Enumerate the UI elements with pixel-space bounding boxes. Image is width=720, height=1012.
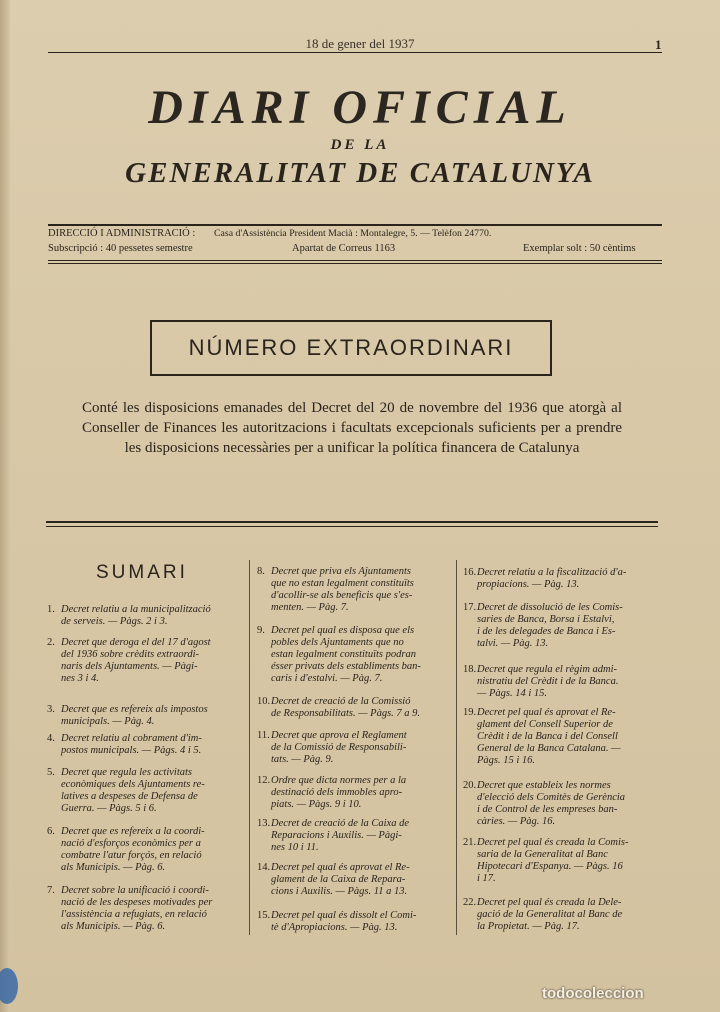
admin-top-rule <box>48 224 662 226</box>
sumari-entry-number: 8. <box>257 566 265 577</box>
sumari-entry-line: Decret que deroga el del 17 d'agost <box>61 637 211 648</box>
sumari-entry-line: tè d'Apropiacions. — Pàg. 13. <box>271 922 398 933</box>
sumari-entry-line: Decret relatiu al cobrament d'im- <box>61 733 202 744</box>
sumari-entry-line: estan legalment constituïts podran <box>271 649 416 660</box>
sumari-entry-line: naris dels Ajuntaments. — Pàgi- <box>61 661 198 672</box>
sumari-entry-line: nistratiu del Crèdit i de la Banca. <box>477 676 619 687</box>
admin-adreca: Casa d'Assistència President Macià : Montalegre, 5. — Telèfon 24770. <box>214 228 492 239</box>
sumari-entry-line: Crèdit i de la Banca i del Consell <box>477 731 618 742</box>
sumari-entry-line: de Responsabilitats. — Pàgs. 7 a 9. <box>271 708 421 719</box>
sumari-entry-number: 13. <box>257 818 271 829</box>
sumari-entry-line: càries. — Pàg. 16. <box>477 816 556 827</box>
sumari-entry-number: 3. <box>47 704 55 715</box>
admin-exemplar: Exemplar solt : 50 cèntims <box>523 243 636 254</box>
sumari-entry-line: propiacions. — Pàg. 13. <box>477 579 580 590</box>
sumari-entry-line: Ordre que dicta normes per a la <box>271 775 407 786</box>
sumari-entry-line: d'acollir-se als beneficis que s'es- <box>271 590 413 601</box>
sumari-entry-line: ésser privats dels establiments ban- <box>271 661 421 672</box>
admin-direccio: DIRECCIÓ I ADMINISTRACIÓ : <box>48 228 196 239</box>
sumari-entry-number: 11. <box>257 730 270 741</box>
sumari-entry-number: 16. <box>463 567 477 578</box>
sumari-entry-line: Decret pel qual es disposa que els <box>271 625 415 636</box>
sumari-entry-line: — Pàgs. 14 i 15. <box>477 688 548 699</box>
sumari-entry-line: Decret de creació de la Comissió <box>271 696 411 707</box>
sumari-entry-line: de serveis. — Pàgs. 2 i 3. <box>61 616 168 627</box>
sumari-entry-line: postos municipals. — Pàgs. 4 i 5. <box>61 745 202 756</box>
column-separator-1 <box>249 560 250 935</box>
sumari-entry-line: als Municipis. — Pàg. 6. <box>61 862 166 873</box>
sumari-entry-line: als Municipis. — Pàg. 6. <box>61 921 166 932</box>
sumari-entry-number: 20. <box>463 780 477 791</box>
sumari-entry-line: que no estan legalment constituïts <box>271 578 414 589</box>
admin-line-1 <box>48 228 663 242</box>
sumari-entry-line: i de Control de les empreses ban- <box>477 804 618 815</box>
admin-bottom-rule-2 <box>48 263 662 264</box>
sumari-entry-line: Decret que priva els Ajuntaments <box>271 566 411 577</box>
sumari-entry-number: 17. <box>463 602 477 613</box>
sumari-entry-number: 18. <box>463 664 477 675</box>
sumari-entry-line: saria de la Generalitat al Banc <box>477 849 608 860</box>
sumari-entry-line: nes 10 i 11. <box>271 842 319 853</box>
admin-line-2 <box>48 243 663 257</box>
sumari-entry-line: la Propietat. — Pàg. 17. <box>477 921 580 932</box>
sumari-entry-line: Pàgs. 15 i 16. <box>477 755 536 766</box>
intro-rule-1 <box>46 521 658 523</box>
sumari-entry-line: glament del Consell Superior de <box>477 719 613 730</box>
extraordinary-banner: NÚMERO EXTRAORDINARI <box>150 320 552 376</box>
sumari-entry-line: Reparacions i Auxilis. — Pàgi- <box>271 830 402 841</box>
sumari-entry-line: gació de la Generalitat al Banc de <box>477 909 623 920</box>
sumari-entry-line: Decret relatiu a la municipalització <box>61 604 211 615</box>
sumari-entry-line: d'elecció dels Comitès de Gerència <box>477 792 626 803</box>
sumari-entry-line: i de les delegades de Banca i Es- <box>477 626 616 637</box>
sumari-entry-number: 21. <box>463 837 477 848</box>
top-rule <box>48 52 662 53</box>
sumari-entry-line: cions i Auxilis. — Pàgs. 11 a 13. <box>271 886 408 897</box>
sumari-entry-line: Guerra. — Pàgs. 5 i 6. <box>61 803 157 814</box>
sumari-entry-line: Decret pel qual és aprovat el Re- <box>271 862 410 873</box>
sumari-entry-line: saries de Banca, Borsa i Estalvi, <box>477 614 615 625</box>
sumari-entry-line: Decret pel qual és creada la Comis- <box>477 837 629 848</box>
sumari-entry-line: pobles dels Ajuntaments que no <box>271 637 404 648</box>
header-page-number: 1 <box>655 37 662 52</box>
sumari-entry-number: 1. <box>47 604 55 615</box>
sumari-entry-line: Decret pel qual és creada la Dele- <box>477 897 622 908</box>
admin-bottom-rule <box>48 260 662 261</box>
sumari-entry-line: nació de les despeses motivades per <box>61 897 213 908</box>
sumari-entry-number: 9. <box>257 625 265 636</box>
sumari-entry-line: Decret que regula les activitats <box>61 767 193 778</box>
sumari-entry-line: l'assistència a refugiats, en relació <box>61 909 207 920</box>
masthead-title: DIARI OFICIAL <box>148 81 572 134</box>
sumari-entry-number: 7. <box>47 885 55 896</box>
sumari-entry-number: 12. <box>257 775 271 786</box>
sumari-entry-line: Decret que regula el règim admi- <box>477 664 618 675</box>
intro-paragraph: Conté les disposicions emanades del Decret del 20 de novembre del 1936 que atorgà al Conseller de Finances les autoritzacions i facultats excepcionals suficients per a prendre les disposicions necessàries per a unificar la política financera de Catalunya <box>82 400 622 456</box>
sumari-entry-line: Decret que estableix les normes <box>477 780 611 791</box>
intro-rule-2 <box>46 526 658 527</box>
sumari-entry-line: Decret de dissolució de les Comis- <box>477 602 623 613</box>
sumari-entry-line: Decret que es refereix a la coordi- <box>61 826 205 837</box>
sumari-entry-line: caris i d'estalvi. — Pàg. 7. <box>271 673 383 684</box>
sumari-entry-line: Decret de creació de la Caixa de <box>271 818 410 829</box>
sumari-entry-line: Decret que es refereix als impostos <box>61 704 208 715</box>
sumari-entry-number: 10. <box>257 696 271 707</box>
sumari-entry-line: del 1936 sobre crèdits extraordi- <box>61 649 200 660</box>
sumari-entry-number: 14. <box>257 862 271 873</box>
sumari-entry-line: General de la Banca Catalana. — <box>477 743 621 754</box>
sumari-entry-line: nes 3 i 4. <box>61 673 99 684</box>
sumari-entry-line: Decret relatiu a la fiscalització d'a- <box>477 567 627 578</box>
sumari-entry-number: 15. <box>257 910 271 921</box>
sumari-entry-number: 5. <box>47 767 55 778</box>
sumari-entry-line: Decret pel qual és aprovat el Re- <box>477 707 616 718</box>
masthead-subtitle: GENERALITAT DE CATALUNYA <box>125 157 595 189</box>
sumari-entry-number: 22. <box>463 897 477 908</box>
sumari-entry-line: econòmiques dels Ajuntaments re- <box>61 779 205 790</box>
header-date: 18 de gener del 1937 <box>305 36 415 51</box>
sumari-entry-line: municipals. — Pàg. 4. <box>61 716 155 727</box>
sumari-entry-line: destinació dels immobles apro- <box>271 787 403 798</box>
sumari-entry-line: piats. — Pàgs. 9 i 10. <box>271 799 362 810</box>
sumari-entry-line: Decret que aprova el Reglament <box>271 730 407 741</box>
sumari-entry-line: de la Comissió de Responsabili- <box>271 742 407 753</box>
sumari-entry-number: 19. <box>463 707 477 718</box>
sumari-entry-line: talvi. — Pàg. 13. <box>477 638 549 649</box>
sumari-entry-number: 6. <box>47 826 55 837</box>
sumari-entry-number: 4. <box>47 733 55 744</box>
sumari-entry-line: Decret sobre la unificació i coordi- <box>61 885 209 896</box>
sumari-heading: SUMARI <box>96 562 188 583</box>
sumari-entry-number: 2. <box>47 637 55 648</box>
sumari-entry-line: Decret pel qual és dissolt el Comi- <box>271 910 417 921</box>
ink-stain <box>0 968 18 1004</box>
sumari-entry-line: latives a despeses de Defensa de <box>61 791 198 802</box>
masthead-de-la: DE LA <box>330 137 390 153</box>
sumari-entry-line: i 17. <box>477 873 496 884</box>
sumari-entry-line: tats. — Pàg. 9. <box>271 754 334 765</box>
column-separator-2 <box>456 560 457 935</box>
sumari-entry-line: menten. — Pàg. 7. <box>271 602 349 613</box>
sumari-entry-line: glament de la Caixa de Repara- <box>271 874 406 885</box>
admin-subscripcio: Subscripció : 40 pessetes semestre <box>48 243 193 254</box>
sumari-entry-line: nació d'esforços econòmics per a <box>61 838 201 849</box>
watermark-logo: todocoleccion <box>542 985 644 1002</box>
sumari-entry-line: combatre l'atur forçós, en relació <box>61 850 202 861</box>
admin-apartat: Apartat de Correus 1163 <box>292 243 396 254</box>
sumari-entry-line: Hipotecari d'Espanya. — Pàgs. 16 <box>477 861 623 872</box>
